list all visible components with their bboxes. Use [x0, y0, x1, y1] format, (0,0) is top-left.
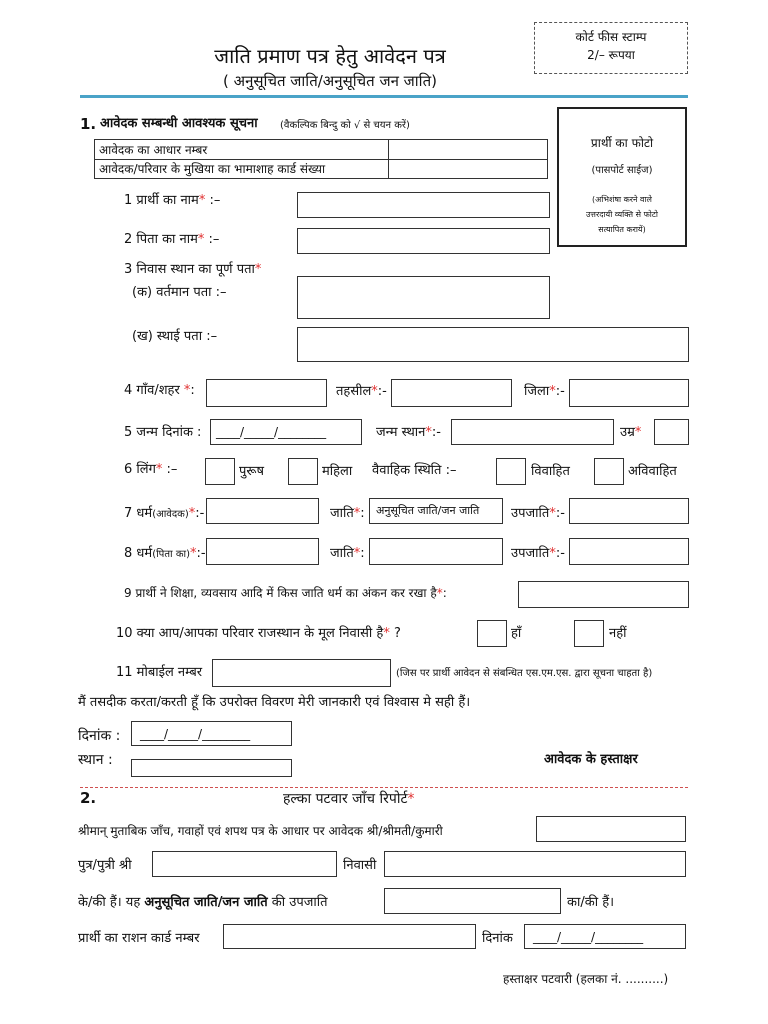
district-text: जिला — [524, 384, 550, 399]
unmarried-checkbox[interactable] — [594, 458, 624, 485]
section2-number: 2. — [80, 789, 97, 807]
subcaste-input[interactable] — [569, 498, 689, 524]
religion-applicant-text: 7 धर्म — [124, 506, 153, 521]
recorded-caste-input[interactable] — [518, 581, 689, 608]
district-label: जिला*:- — [524, 384, 565, 399]
native-text: 10 क्या आप/आपका परिवार राजस्थान के मूल निवासी है — [116, 626, 384, 641]
native-no-checkbox[interactable] — [574, 620, 604, 647]
applicant-signature: आवेदक के हस्ताक्षर — [544, 752, 638, 767]
father-subcaste-label: उपजाति*:- — [511, 546, 565, 561]
tehsil-label: तहसील*:- — [336, 384, 387, 399]
applicant-name-label: 1 प्रार्थी का नाम* :– — [124, 193, 221, 208]
current-address-label: (क) वर्तमान पता :– — [132, 285, 227, 300]
gender-label: 6 लिंग* :– — [124, 462, 178, 477]
female-checkbox[interactable] — [288, 458, 318, 485]
father-name-text: 2 पिता का नाम — [124, 232, 198, 247]
dob-label: 5 जन्म दिनांक : — [124, 425, 202, 440]
photo-note3: सत्यापित करायें) — [598, 225, 646, 234]
section2-title-text: हल्का पटवार जाँच रिपोर्ट — [283, 791, 408, 807]
declaration-text: मैं तसदीक करता/करती हूँ कि उपरोक्त विवरण मेरी जानकारी एवं विश्वास मे सही हैं। — [78, 695, 471, 710]
photo-note2: उत्तरदायी व्यक्ति से फोटो — [586, 210, 658, 219]
applicant-name-input[interactable] — [297, 192, 550, 218]
photo-size: (पासपोर्ट साईज) — [591, 165, 653, 176]
required-mark: * — [425, 425, 432, 440]
required-mark: * — [407, 791, 415, 807]
permanent-address-label: (ख) स्थाई पता :– — [132, 329, 218, 344]
required-mark: * — [371, 384, 378, 399]
unmarried-label: अविवाहित — [628, 464, 677, 479]
place-label: स्थान : — [78, 752, 113, 768]
female-label: महिला — [322, 464, 353, 479]
applicant-name-text: 1 प्रार्थी का नाम — [124, 193, 199, 208]
married-label: विवाहित — [531, 464, 570, 479]
religion-applicant-input[interactable] — [206, 498, 319, 524]
marital-status-label: वैवाहिक स्थिति :– — [372, 463, 457, 478]
gender-text: 6 लिंग — [124, 462, 156, 477]
birthplace-text: जन्म स्थान — [376, 425, 426, 440]
caste-input[interactable] — [369, 498, 503, 524]
patwari-line3-pre: के/की हैं। यह — [78, 895, 141, 910]
religion-father-label: 8 धर्म(पिता का)*:- — [124, 546, 206, 561]
patwari-line3-post: की उपजाति — [271, 895, 328, 910]
recorded-caste-label: 9 प्रार्थी ने शिक्षा, व्यवसाय आदि में किस जाति धर्म का अंकन कर रखा है*: — [124, 586, 447, 600]
parent-name-input[interactable] — [152, 851, 337, 877]
birthplace-input[interactable] — [451, 419, 614, 445]
religion-father-sub: (पिता का) — [152, 549, 190, 560]
caste-value: अनुसूचित जाति/जन जाति — [376, 504, 480, 517]
title-divider — [80, 95, 688, 98]
patwari-date-blank: ____/_____/________ — [533, 930, 644, 944]
section2-title — [283, 791, 415, 807]
age-text: उम्र — [620, 425, 635, 440]
patwari-line1: श्रीमान् मुताबिक जाँच, गवाहों एवं शपथ पत्र के आधार पर आवेदक श्री/श्रीमती/कुमारी — [78, 824, 443, 838]
section1-note: (वैकल्पिक बिन्दु को √ से चयन करें) — [280, 120, 410, 131]
native-yes-checkbox[interactable] — [477, 620, 507, 647]
required-mark: * — [634, 425, 642, 440]
date-input[interactable] — [131, 721, 292, 746]
patwari-line3-bold: अनुसूचित जाति/जन जाति — [144, 895, 268, 910]
required-mark: * — [383, 626, 390, 641]
age-label — [620, 425, 641, 441]
address-heading — [124, 262, 261, 278]
photo-box — [557, 107, 687, 247]
required-mark: * — [353, 546, 361, 561]
required-mark: * — [155, 462, 163, 477]
caste-label: जाति*: — [330, 506, 365, 521]
birthplace-label: जन्म स्थान*:- — [376, 425, 441, 440]
father-caste-text: जाति — [330, 546, 354, 561]
subcaste-patwari-input[interactable] — [384, 888, 561, 914]
address-heading-text: 3 निवास स्थान का पूर्ण पता — [124, 262, 255, 277]
tehsil-input[interactable] — [391, 379, 512, 407]
subcaste-text: उपजाति — [511, 506, 550, 521]
stamp-line2: 2/– रूपया — [587, 48, 635, 62]
resident-label: निवासी — [343, 858, 377, 873]
bhamashah-input[interactable] — [389, 160, 547, 178]
patwari-line3-end: का/की हैं। — [567, 895, 615, 910]
bhamashah-label: आवेदक/परिवार के मुखिया का भामाशाह कार्ड संख्या — [99, 162, 326, 176]
father-caste-input[interactable] — [369, 538, 503, 565]
native-yes-label: हाँ — [511, 626, 522, 641]
permanent-address-input[interactable] — [297, 327, 689, 362]
resident-input[interactable] — [384, 851, 686, 877]
required-mark: * — [353, 506, 361, 521]
subcaste-label: उपजाति*:- — [511, 506, 565, 521]
mobile-label: 11 मोबाईल नम्बर — [116, 665, 203, 680]
required-mark: * — [549, 384, 556, 399]
patwari-date-label: दिनांक — [482, 931, 513, 946]
father-name-label: 2 पिता का नाम* :– — [124, 232, 220, 247]
village-text: 4 गाँव/शहर — [124, 383, 180, 398]
place-input[interactable] — [131, 759, 292, 777]
applicant-name-patwari-input[interactable] — [536, 816, 686, 842]
religion-father-input[interactable] — [206, 538, 319, 565]
male-checkbox[interactable] — [205, 458, 235, 485]
patwari-line3 — [78, 895, 328, 911]
dob-input[interactable] — [210, 419, 362, 445]
required-mark: * — [549, 506, 556, 521]
required-mark: * — [198, 193, 206, 208]
native-no-label: नहीं — [609, 626, 627, 641]
religion-father-text: 8 धर्म — [124, 546, 153, 561]
patwari-date-input[interactable] — [524, 924, 686, 949]
caste-text: जाति — [330, 506, 354, 521]
father-name-input[interactable] — [297, 228, 550, 254]
required-mark: * — [254, 262, 262, 277]
religion-applicant-sub: (आवेदक) — [152, 509, 189, 520]
age-input[interactable] — [654, 419, 689, 445]
native-label: 10 क्या आप/आपका परिवार राजस्थान के मूल निवासी है* ? — [116, 626, 401, 641]
required-mark: * — [188, 506, 196, 521]
son-daughter-label: पुत्र/पुत्री श्री — [78, 858, 132, 873]
married-checkbox[interactable] — [496, 458, 526, 485]
village-label: 4 गाँव/शहर *: — [124, 383, 195, 398]
mobile-input[interactable] — [212, 659, 391, 687]
father-subcaste-input[interactable] — [569, 538, 689, 565]
father-caste-label: जाति*: — [330, 546, 365, 561]
district-input[interactable] — [569, 379, 689, 407]
photo-title: प्रार्थी का फोटो — [590, 136, 654, 150]
photo-note1: (अभिशंषा करने वाले — [592, 195, 652, 204]
ration-card-label: प्रार्थी का राशन कार्ड नम्बर — [78, 931, 200, 946]
recorded-caste-text: 9 प्रार्थी ने शिक्षा, व्यवसाय आदि में किस जाति धर्म का अंकन कर रखा है — [124, 586, 437, 600]
date-label: दिनांक : — [78, 728, 121, 744]
page-subtitle: ( अनुसूचित जाति/अनुसूचित जन जाति) — [223, 72, 437, 90]
section1-number: 1. — [80, 115, 97, 133]
current-address-input[interactable] — [297, 276, 550, 319]
ration-card-input[interactable] — [223, 924, 476, 949]
patwari-signature: हस्ताक्षर पटवारी (हलका नं. ..........) — [503, 972, 669, 986]
date-blank: ____/_____/________ — [140, 727, 251, 741]
stamp-line1: कोर्ट फीस स्टाम्प — [575, 30, 647, 44]
tehsil-text: तहसील — [336, 384, 372, 399]
male-label: पुरूष — [239, 464, 264, 479]
aadhaar-label: आवेदक का आधार नम्बर — [99, 143, 208, 157]
aadhaar-input[interactable] — [389, 140, 547, 159]
section-divider — [80, 787, 688, 788]
father-subcaste-text: उपजाति — [511, 546, 550, 561]
page-title: जाति प्रमाण पत्र हेतु आवेदन पत्र — [214, 44, 446, 68]
required-mark: * — [197, 232, 205, 247]
id-table — [94, 139, 548, 179]
court-fee-stamp — [534, 22, 688, 74]
required-mark: * — [436, 586, 443, 600]
village-input[interactable] — [206, 379, 327, 407]
religion-applicant-label: 7 धर्म(आवेदक)*:- — [124, 506, 205, 521]
section1-heading: आवेदक सम्बन्धी आवश्यक सूचना — [100, 116, 258, 131]
mobile-note: (जिस पर प्रार्थी आवेदन से संबन्धित एस.एम.एस. द्वारा सूचना चाहता है) — [396, 668, 653, 679]
required-mark: * — [190, 546, 197, 561]
required-mark: * — [183, 383, 191, 398]
required-mark: * — [549, 546, 556, 561]
dob-blank: ____/_____/________ — [216, 425, 327, 439]
